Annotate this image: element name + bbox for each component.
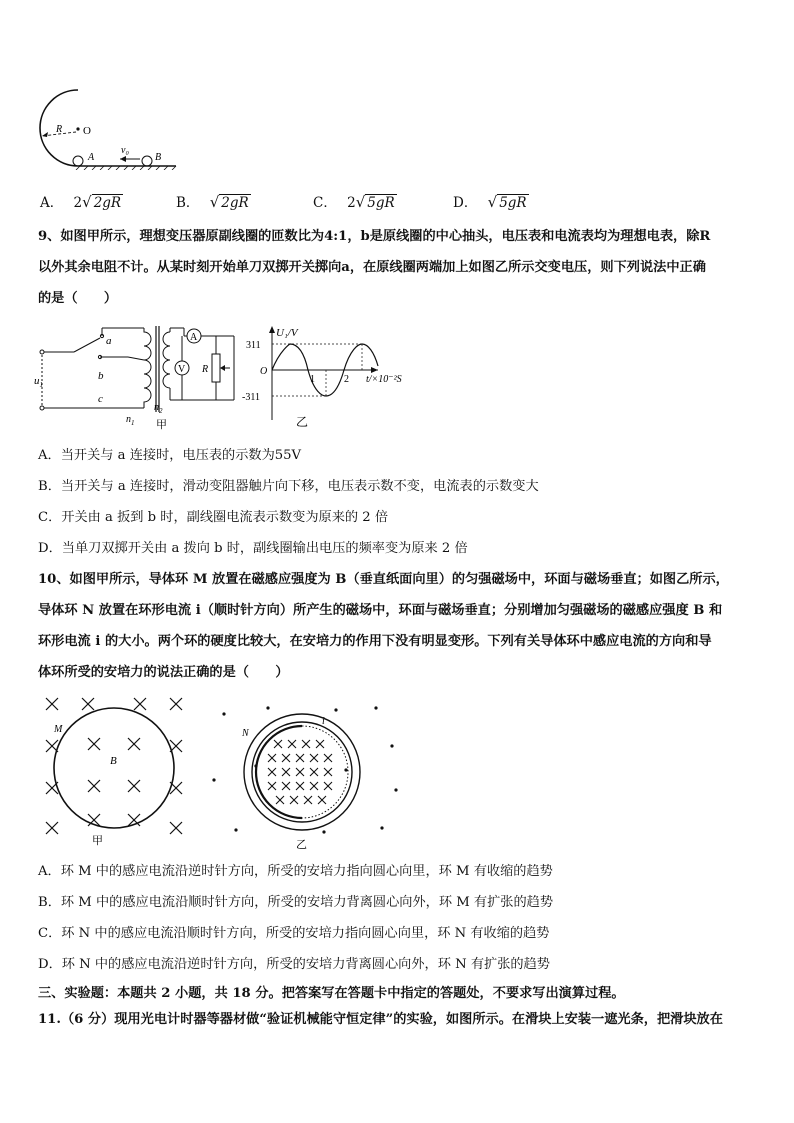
transformer-circuit-figure <box>34 322 248 432</box>
svg-text:u1: $u_1$ <box>34 375 43 389</box>
q10-option-c[interactable]: C．环 N 中的感应电流沿顺时针方向，所受的安培力指向圆心向里，环 N 有收缩的趋势 <box>38 926 550 941</box>
q8-option-a[interactable]: A． 2√ 2gR <box>40 193 122 211</box>
q11-stem-line1: 11.（6 分）现用光电计时器等器材做“验证机械能守恒定律”的实验，如图所示。在滑块上安装一遮光条，把滑块放在 <box>38 1012 723 1027</box>
svg-text:n2: $n_2$ <box>154 402 163 415</box>
label-i: i <box>322 716 325 727</box>
label-c: c <box>98 393 103 405</box>
label-B: B <box>155 152 162 163</box>
y-top-tick: 311 <box>246 340 261 351</box>
x-tick-2: 2 <box>344 374 349 385</box>
ammeter-label: A <box>190 332 198 343</box>
label-a: a <box>106 335 112 347</box>
label-A: A <box>88 152 95 163</box>
caption-yi-10: 乙 <box>296 839 307 850</box>
label-M: M <box>54 724 63 735</box>
ring-m-field-figure <box>36 694 196 846</box>
caption-yi-9: 乙 <box>296 415 309 429</box>
q10-option-d[interactable]: D．环 N 中的感应电流沿逆时针方向，所受的安培力背离圆心向外，环 N 有扩张的趋势 <box>38 957 550 972</box>
label-n2: n <box>154 402 159 413</box>
q9-option-c[interactable]: C．开关由 a 扳到 b 时，副线圈电流表示数变为原来的 2 倍 <box>38 510 389 525</box>
x-axis-label: t/×10⁻²S <box>366 374 402 385</box>
q9-option-b[interactable]: B．当开关与 a 连接时，滑动变阻器触片向下移，电压表示数不变，电流表的示数变大 <box>38 479 539 494</box>
q9-option-d[interactable]: D．当单刀双掷开关由 a 拨向 b 时，副线圈输出电压的频率变为原来 2 倍 <box>38 541 468 556</box>
label-v0: v₀ <box>121 145 129 156</box>
label-O: O <box>83 125 91 137</box>
voltmeter-label: V <box>178 364 186 375</box>
q10-stem-line1: 10、如图甲所示，导体环 M 放置在磁感应强度为 B（垂直纸面向里）的匀强磁场中，环面与磁场垂直；如图乙所示， <box>38 572 729 587</box>
q9-stem-line1: 9、如图甲所示，理想变压器原副线圈的匝数比为4:1，b是原线圈的中心抽头，电压表和电流表均为理想电表，除R <box>38 229 711 244</box>
label-b: b <box>98 370 104 382</box>
y-bottom-tick: -311 <box>242 392 260 403</box>
semicircle-track-figure <box>36 86 186 170</box>
q10-stem-line4: 体环所受的安培力的说法正确的是（ ） <box>38 665 289 680</box>
q8-option-c[interactable]: C． 2√ 5gR <box>313 193 395 211</box>
q10-option-a[interactable]: A．环 M 中的感应电流沿逆时针方向，所受的安培力指向圆心向里，环 M 有收缩的趋势 <box>38 864 553 879</box>
q10-stem-line3: 环形电流 i 的大小。两个环的硬度比较大，在安培力的作用下没有明显变形。下列有关导体环中感应电流的方向和导 <box>38 634 712 649</box>
label-u1: u <box>34 375 40 387</box>
origin-label: O <box>260 366 268 377</box>
label-n1: n <box>126 414 131 425</box>
ring-n-current-figure <box>206 700 406 850</box>
label-R: R <box>56 124 63 135</box>
q9-option-a[interactable]: A．当开关与 a 连接时，电压表的示数为55V <box>38 448 302 463</box>
x-tick-1: 1 <box>310 374 315 385</box>
q8-option-d[interactable]: D． √ 5gR <box>453 193 527 211</box>
caption-jia-10: 甲 <box>92 835 103 846</box>
label-B-field: B <box>110 755 117 767</box>
svg-text:n1: $n_1$ <box>126 414 135 427</box>
caption-jia-9: 甲 <box>156 419 167 431</box>
y-axis-label: U₁/V <box>276 327 298 339</box>
q9-stem-line3: 的是（ ） <box>38 291 118 306</box>
q8-option-b[interactable]: B． √ 2gR <box>176 193 249 211</box>
label-N: N <box>242 728 249 739</box>
voltage-waveform-figure <box>238 322 428 432</box>
section-3-heading: 三、实验题：本题共 2 小题，共 18 分。把答案写在答题卡中指定的答题处，不要求写出演算过程。 <box>38 986 625 1001</box>
q9-stem-line2: 以外其余电阻不计。从某时刻开始单刀双掷开关掷向a，在原线圈两端加上如图乙所示交变电压，则下列说法中正确 <box>38 260 706 275</box>
q10-option-b[interactable]: B．环 M 中的感应电流沿顺时针方向，所受的安培力背离圆心向外，环 M 有扩张的趋势 <box>38 895 554 910</box>
q10-stem-line2: 导体环 N 放置在环形电流 i（顺时针方向）所产生的磁场中，环面与磁场垂直；分别增加匀强磁场的磁感应强度 B 和 <box>38 603 723 618</box>
resistor-label: R <box>202 364 209 375</box>
